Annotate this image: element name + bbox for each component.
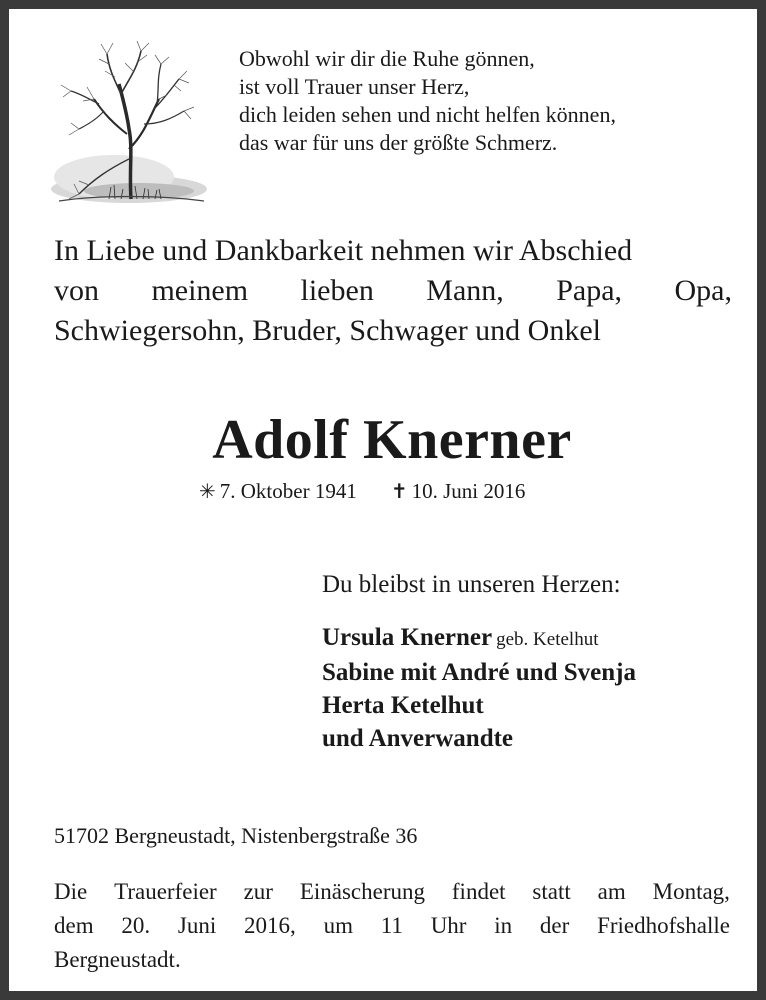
poem [239,45,616,157]
poem-line: das war für uns der größte Schmerz. [239,130,558,155]
mourner-line: Herta Ketelhut [322,692,484,719]
service-word: statt [532,879,571,904]
service-word: Die [54,879,88,904]
service-word: Montag, [652,879,730,904]
service-word: in [494,913,513,938]
death-date: 10. Juni 2016 [411,479,526,503]
service-word: findet [451,879,506,904]
farewell-word: lieben [300,274,374,307]
mourner-line: und Anverwandte [322,725,514,752]
life-dates [199,477,525,505]
service-word: Uhr [430,913,467,938]
service-word: um [323,913,353,938]
service-word: Einäscherung [299,879,426,904]
service-word: 20. [121,913,151,938]
bare-tree-icon [49,39,209,214]
service-word: 11 [380,913,403,938]
farewell-line: In Liebe und Dankbarkeit nehmen wir Abschied [54,234,633,267]
farewell-word: von [54,274,99,307]
service-line [54,875,730,909]
mourner-maiden-name: geb. Ketelhut [496,629,599,650]
poem-line: Obwohl wir dir die Ruhe gönnen, [239,46,535,71]
poem-line: dich leiden sehen und nicht helfen können, [239,102,616,127]
mourner-name: Ursula Knerner [322,624,493,651]
deceased-name: Adolf Knerner [212,409,572,471]
service-word: Trauerfeier [114,879,217,904]
farewell-word: meinem [151,274,249,307]
service-word: Juni [177,913,217,938]
farewell-word: Papa, [556,274,623,307]
farewell-word: Mann, [426,274,504,307]
mourner-line: Sabine mit André und Svenja [322,659,636,686]
remembrance-text: Du bleibst in unseren Herzen: [322,571,621,598]
service-word: 2016, [244,913,296,938]
birth-date: 7. Oktober 1941 [219,479,357,503]
service-line [54,909,730,943]
birth-star-icon: ✳ [199,479,216,503]
mourner-line [322,621,636,656]
poem-line: ist voll Trauer unser Herz, [239,74,470,99]
farewell-word: Opa, [674,274,732,307]
family-address: 51702 Bergneustadt, Nistenbergstraße 36 [54,823,418,848]
service-word: Friedhofshalle [597,913,730,938]
farewell-text [54,231,732,351]
service-word: am [597,879,626,904]
death-cross-icon: ✝ [390,479,408,503]
service-word: dem [54,913,94,938]
service-word: zur [243,879,273,904]
funeral-service-text [54,875,730,977]
mourners-list [322,621,636,755]
service-line: Bergneustadt. [54,947,181,972]
farewell-line [54,271,732,311]
farewell-line: Schwiegersohn, Bruder, Schwager und Onkel [54,314,602,347]
service-word: der [539,913,570,938]
